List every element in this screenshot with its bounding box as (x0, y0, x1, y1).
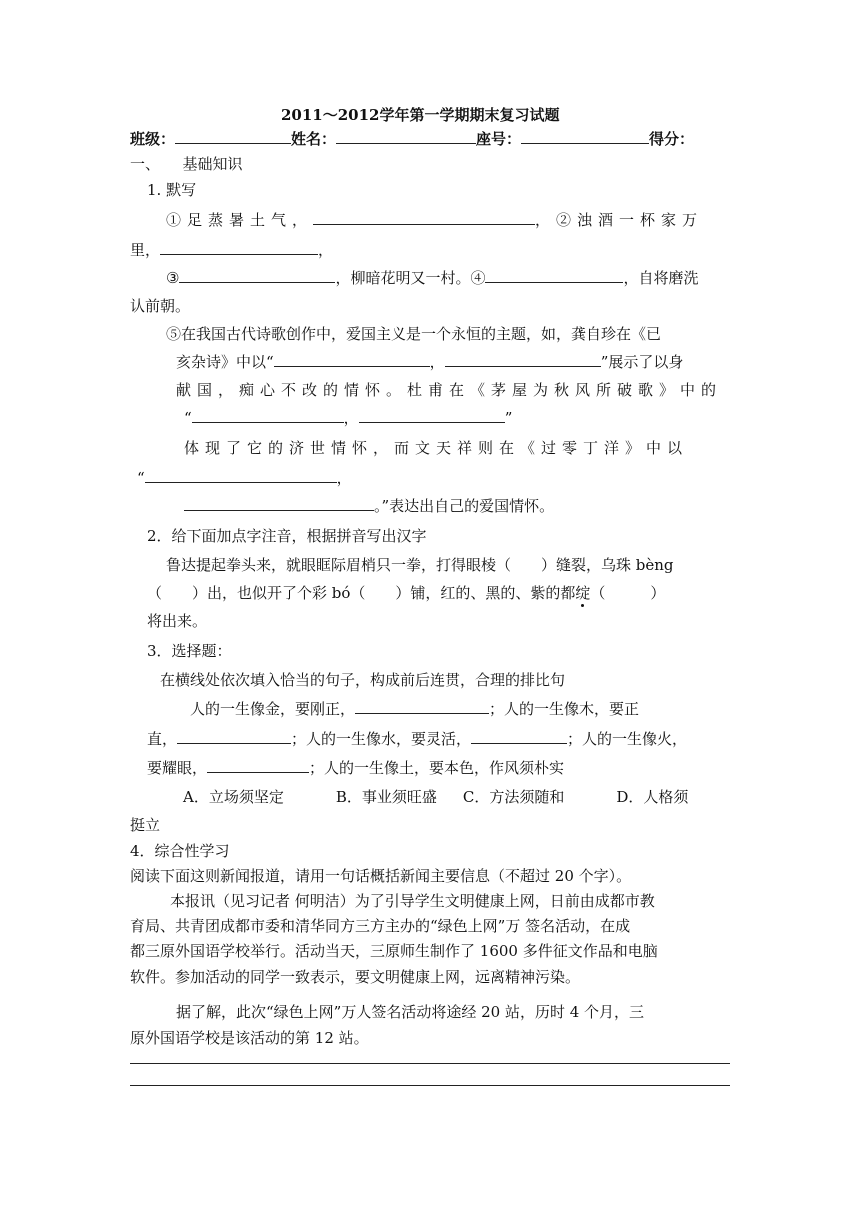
q1-blank-10[interactable] (184, 496, 374, 511)
page-title: 2011～2012学年第一学期期末复习试题 (281, 106, 560, 124)
q3-label: 3．选择题： (147, 642, 232, 660)
q4-instr: 阅读下面这则新闻报道，请用一句话概括新闻主要信息（不超过 20 个字）。 (130, 867, 632, 885)
option-c[interactable]: C．方法须随和 (462, 788, 565, 806)
option-d[interactable]: D．人格须 (616, 788, 689, 806)
option-b[interactable]: B．事业须旺盛 (335, 788, 437, 806)
q1-blank-2[interactable] (160, 240, 318, 255)
answer-line-2[interactable] (130, 1085, 730, 1086)
option-a[interactable]: A．立场须坚定 (183, 788, 284, 806)
section-heading: 一、 基础知识 (130, 155, 243, 173)
q4-p1-line2: 育局、共青团成都市委和清华同方三方主办的“绿色上网”万 签名活动，在成 (130, 917, 631, 935)
q4-p2-line2: 原外国语学校是该活动的第 12 站。 (130, 1029, 369, 1047)
name-label: 姓名： (291, 130, 337, 148)
q1-label: 1. 默写 (147, 181, 197, 199)
q3-blank-1[interactable] (355, 699, 489, 714)
q3-line3: 要耀眼， ；人的一生像土，要本色，作风须朴实 (147, 759, 565, 777)
q1-blank-4[interactable] (485, 268, 623, 283)
q1-line5: ⑤在我国古代诗歌创作中，爱国主义是一个永恒的主题，如，龚自珍在《已 (166, 325, 662, 343)
name-blank[interactable] (336, 129, 476, 144)
q4-p1-line1: 本报讯（见习记者 何明洁）为了引导学生文明健康上网，日前由成都市教 (170, 892, 655, 910)
q2-label: 2．给下面加点字注音，根据拼音写出汉字 (147, 527, 427, 545)
seat-blank[interactable] (521, 129, 649, 144)
q1-blank-7[interactable] (192, 408, 344, 423)
q1-line3: ③ ，柳暗花明又一村。④ ，自将磨洗 (166, 269, 699, 287)
q4-p1-line3: 都三原外国语学校举行。活动当天，三原师生制作了 1600 多件征文作品和电脑 (130, 942, 658, 960)
q3-line1: 人的一生像金，要刚正， ；人的一生像木，要正 (190, 700, 640, 718)
q1-line11: 。”表达出自己的爱国情怀。 (184, 496, 554, 516)
q2-line1: 鲁达提起拳头来，就眼眶际眉梢只一拳，打得眼棱（ ）缝裂，乌珠 bèng (166, 556, 674, 574)
q1-line9: 体现了它的济世情怀，而文天祥则在《过零丁洋》中以 (184, 439, 689, 457)
q3-blank-2[interactable] (177, 729, 291, 744)
dotted-char: 绽 (575, 584, 591, 602)
q1-line1: ①足蒸暑土气， ，②浊酒一杯家万 (166, 211, 704, 229)
class-blank[interactable] (175, 129, 291, 144)
q1-blank-6[interactable] (445, 352, 601, 367)
q1-blank-9[interactable] (145, 468, 337, 483)
answer-line-1[interactable] (130, 1063, 730, 1064)
q1-line8: “ ， ” (184, 409, 513, 427)
q4-label: 4．综合性学习 (130, 842, 230, 860)
q2-line2: （ ）出，也似开了个彩 bó（ ）铺，红的、黑的、紫的都绽（ ） (147, 584, 666, 602)
q1-blank-8[interactable] (359, 408, 505, 423)
q1-blank-1[interactable] (313, 210, 535, 225)
class-label: 班级： (130, 130, 176, 148)
q3-intro: 在横线处依次填入恰当的句子，构成前后连贯，合理的排比句 (160, 671, 566, 689)
q4-p2-line1: 据了解，此次“绿色上网”万人签名活动将途经 20 站，历时 4 个月，三 (176, 1003, 645, 1021)
q3-blank-3[interactable] (471, 729, 567, 744)
q3-line2: 直， ；人的一生像水，要灵活， ；人的一生像火， (147, 730, 688, 748)
q4-p1-line4: 软件。参加活动的同学一致表示，要文明健康上网，远离精神污染。 (130, 968, 581, 986)
q1-line7: 献国，痴心不改的情怀。杜甫在《茅屋为秋风所破歌》中的 (176, 381, 723, 399)
q1-line10: “ ， (137, 469, 352, 487)
q2-line3: 将出来。 (147, 612, 208, 630)
q1-line6: 亥杂诗》中以“ ， ”展示了以身 (176, 353, 684, 371)
q1-blank-3[interactable] (179, 268, 335, 283)
option-d-cont: 挺立 (130, 816, 161, 834)
q3-options (183, 787, 688, 807)
q3-blank-4[interactable] (207, 758, 309, 773)
seat-label: 座号： (476, 130, 522, 148)
q1-line4: 认前朝。 (130, 297, 191, 315)
q1-blank-5[interactable] (274, 352, 430, 367)
score-label: 得分： (649, 130, 695, 148)
header-row (130, 129, 694, 149)
q1-line2: 里， ， (130, 241, 334, 259)
